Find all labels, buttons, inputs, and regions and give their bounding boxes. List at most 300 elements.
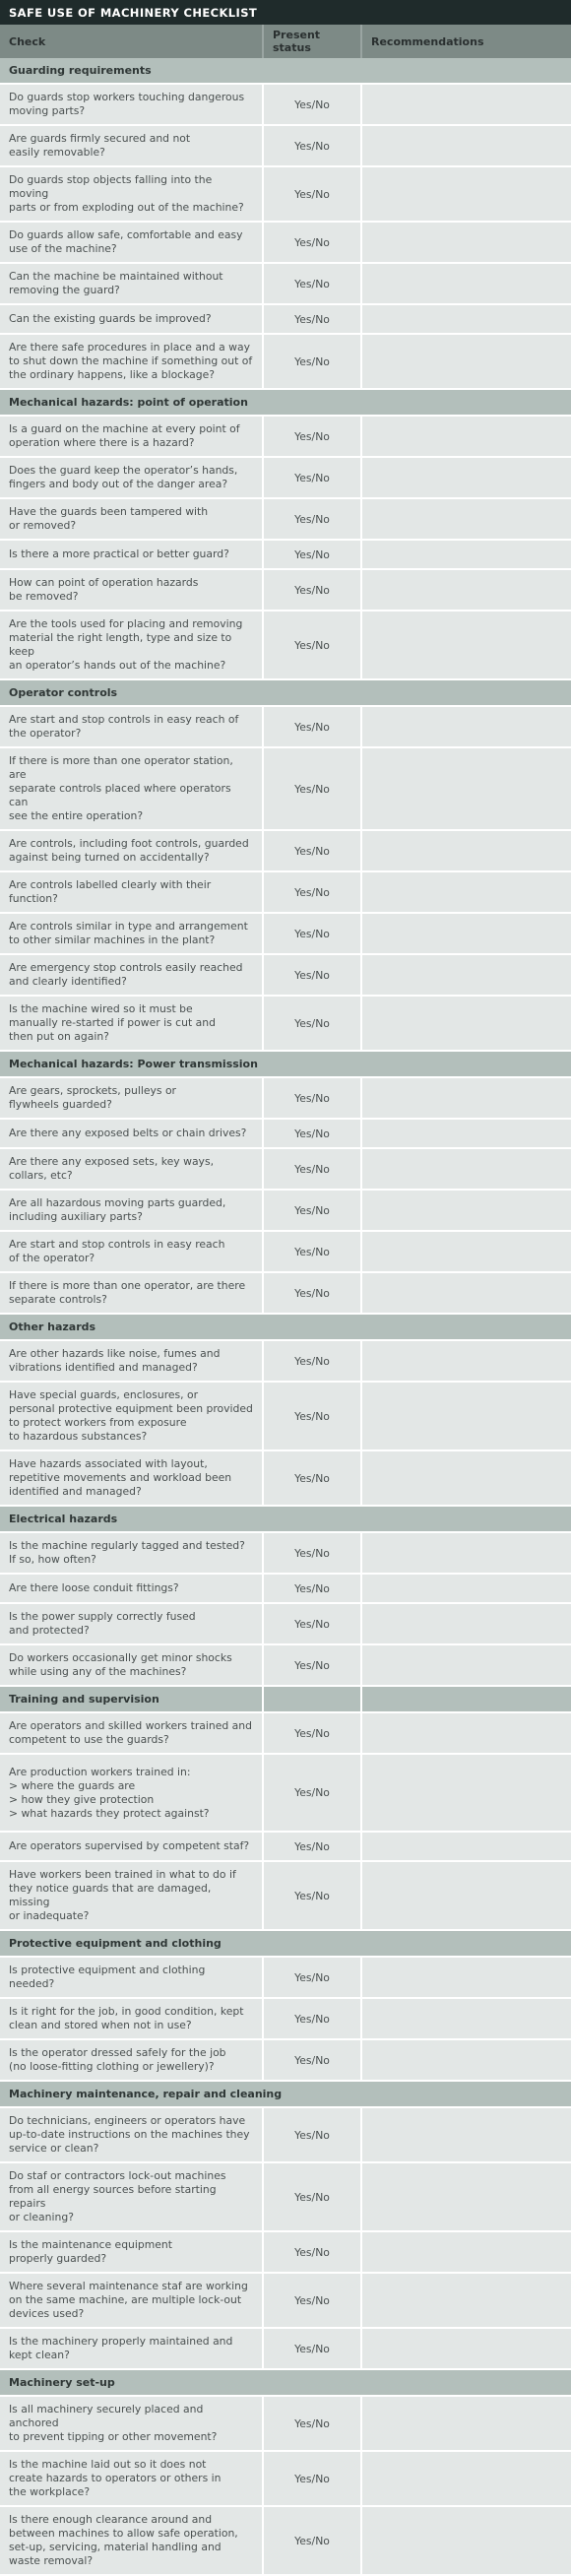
- section-filler: [361, 1686, 571, 1712]
- question-line: kept clean?: [9, 2349, 70, 2361]
- question-line: Do technicians, engineers or operators have: [9, 2114, 246, 2127]
- check-question: [0, 1119, 263, 1148]
- present-status-cell[interactable]: Yes/No: [263, 1077, 361, 1119]
- question-line: Are operators supervised by competent staf?: [9, 1839, 250, 1852]
- question-line: Can the machine be maintained without: [9, 270, 223, 283]
- check-question: [0, 166, 263, 222]
- present-status-cell[interactable]: Yes/No: [263, 747, 361, 830]
- question-line: Are there loose conduit fittings?: [9, 1581, 179, 1594]
- check-question: [0, 1832, 263, 1861]
- question-line: removing the guard?: [9, 284, 120, 296]
- question-line: personal protective equipment been provided: [9, 1402, 253, 1415]
- question-line: Are the tools used for placing and removing: [9, 617, 243, 630]
- table-row: [0, 871, 571, 913]
- recommendations-cell[interactable]: [361, 1119, 571, 1148]
- question-line: and protected?: [9, 1624, 90, 1637]
- section-header-row: [0, 1051, 571, 1077]
- present-status-cell[interactable]: Yes/No: [263, 1998, 361, 2039]
- section-title: Guarding requirements: [0, 58, 571, 84]
- question-line: including auxiliary parts?: [9, 1210, 143, 1223]
- recommendations-cell[interactable]: [361, 2506, 571, 2575]
- present-status-cell[interactable]: Yes/No: [263, 1272, 361, 1314]
- present-status-cell[interactable]: Yes/No: [263, 84, 361, 125]
- section-title: Operator controls: [0, 679, 571, 706]
- present-status-cell[interactable]: Yes/No: [263, 611, 361, 679]
- question-line: Are start and stop controls in easy reach: [9, 1238, 225, 1251]
- question-line: to prevent tipping or other movement?: [9, 2430, 218, 2443]
- question-line: Is protective equipment and clothing needed?: [9, 1964, 206, 1990]
- table-row: [0, 1148, 571, 1190]
- present-status-cell[interactable]: Yes/No: [263, 166, 361, 222]
- recommendations-cell[interactable]: [361, 540, 571, 569]
- table-row: [0, 611, 571, 679]
- recommendations-cell[interactable]: [361, 913, 571, 954]
- section-header-row: [0, 679, 571, 706]
- check-question: [0, 569, 263, 611]
- check-question: [0, 1190, 263, 1231]
- question-line: Do guards stop objects falling into the moving: [9, 173, 213, 200]
- question-line: Are operators and skilled workers trained and: [9, 1719, 252, 1732]
- check-question: [0, 954, 263, 996]
- present-status-cell[interactable]: Yes/No: [263, 2273, 361, 2328]
- question-line: Do guards stop workers touching dangerous: [9, 91, 245, 103]
- present-status-cell[interactable]: Yes/No: [263, 996, 361, 1051]
- question-line: an operator’s hands out of the machine?: [9, 659, 226, 672]
- table-row: [0, 125, 571, 166]
- recommendations-cell[interactable]: [361, 166, 571, 222]
- question-line: the workplace?: [9, 2485, 91, 2498]
- checklist-table: [0, 25, 571, 2576]
- present-status-cell[interactable]: Yes/No: [263, 1957, 361, 1998]
- table-row: [0, 830, 571, 871]
- question-line: competent to use the guards?: [9, 1733, 169, 1746]
- present-status-cell[interactable]: Yes/No: [263, 913, 361, 954]
- question-line: material the right length, type and size to keep: [9, 631, 232, 658]
- recommendations-cell[interactable]: [361, 1450, 571, 1506]
- check-question: [0, 871, 263, 913]
- check-question: [0, 830, 263, 871]
- check-question: [0, 1754, 263, 1832]
- question-line: Are production workers trained in:: [9, 1765, 191, 1778]
- recommendations-cell[interactable]: [361, 1532, 571, 1574]
- present-status-cell[interactable]: Yes/No: [263, 2162, 361, 2231]
- present-status-cell[interactable]: Yes/No: [263, 2328, 361, 2369]
- check-question: [0, 498, 263, 540]
- present-status-cell[interactable]: Yes/No: [263, 263, 361, 304]
- check-question: [0, 1603, 263, 1644]
- present-status-cell[interactable]: Yes/No: [263, 1603, 361, 1644]
- recommendations-cell[interactable]: [361, 457, 571, 498]
- header-present-status: Present status: [263, 25, 361, 58]
- recommendations-cell[interactable]: [361, 1754, 571, 1832]
- check-question: [0, 2396, 263, 2451]
- question-line: separate controls placed where operators can: [9, 782, 231, 808]
- present-status-cell[interactable]: Yes/No: [263, 1148, 361, 1190]
- question-line: repetitive movements and workload been: [9, 1471, 232, 1484]
- recommendations-cell[interactable]: [361, 569, 571, 611]
- question-line: (no loose-fitting clothing or jewellery)?: [9, 2060, 215, 2073]
- question-line: or inadequate?: [9, 1909, 90, 1922]
- question-line: up-to-date instructions on the machines they: [9, 2128, 250, 2141]
- table-row: [0, 1450, 571, 1506]
- question-line: collars, etc?: [9, 1169, 73, 1182]
- question-line: to shut down the machine if something out of: [9, 354, 253, 367]
- present-status-cell[interactable]: Yes/No: [263, 871, 361, 913]
- question-line: If there is more than one operator station, are: [9, 754, 233, 781]
- question-line: Are there any exposed belts or chain drives?: [9, 1127, 247, 1139]
- table-row: [0, 747, 571, 830]
- question-line: Have the guards been tampered with: [9, 505, 209, 518]
- present-status-cell[interactable]: Yes/No: [263, 2451, 361, 2506]
- recommendations-cell[interactable]: [361, 2039, 571, 2081]
- recommendations-cell[interactable]: [361, 1272, 571, 1314]
- header-check: Check: [0, 25, 263, 58]
- recommendations-cell[interactable]: [361, 830, 571, 871]
- table-row: [0, 540, 571, 569]
- recommendations-cell[interactable]: [361, 1861, 571, 1930]
- question-line: Have hazards associated with layout,: [9, 1457, 208, 1470]
- question-line: between machines to allow safe operation,: [9, 2527, 238, 2540]
- check-question: [0, 334, 263, 389]
- present-status-cell[interactable]: Yes/No: [263, 706, 361, 747]
- question-line: of the operator?: [9, 1252, 95, 1264]
- table-row: [0, 498, 571, 540]
- recommendations-cell[interactable]: [361, 1712, 571, 1754]
- question-line: waste removal?: [9, 2554, 94, 2567]
- check-question: [0, 1644, 263, 1686]
- recommendations-cell[interactable]: [361, 747, 571, 830]
- table-row: [0, 2506, 571, 2575]
- present-status-cell[interactable]: Yes/No: [263, 1574, 361, 1603]
- question-line: clean and stored when not in use?: [9, 2019, 192, 2031]
- table-row: [0, 2451, 571, 2506]
- check-question: [0, 1957, 263, 1998]
- check-question: [0, 416, 263, 457]
- question-line: while using any of the machines?: [9, 1665, 187, 1678]
- present-status-cell[interactable]: Yes/No: [263, 954, 361, 996]
- table-row: [0, 2328, 571, 2369]
- table-row: [0, 1861, 571, 1930]
- checklist-body: [0, 58, 571, 2575]
- present-status-cell[interactable]: Yes/No: [263, 334, 361, 389]
- recommendations-cell[interactable]: [361, 1077, 571, 1119]
- recommendations-cell[interactable]: [361, 2396, 571, 2451]
- present-status-cell[interactable]: Yes/No: [263, 1861, 361, 1930]
- present-status-cell[interactable]: Yes/No: [263, 1382, 361, 1450]
- recommendations-cell[interactable]: [361, 611, 571, 679]
- question-line: Are other hazards like noise, fumes and: [9, 1347, 221, 1360]
- table-row: [0, 1190, 571, 1231]
- question-line: Are there any exposed sets, key ways,: [9, 1155, 215, 1168]
- table-row: [0, 416, 571, 457]
- question-line: moving parts?: [9, 104, 86, 117]
- check-question: [0, 2039, 263, 2081]
- question-line: Are controls labelled clearly with their function?: [9, 878, 212, 905]
- present-status-cell[interactable]: Yes/No: [263, 416, 361, 457]
- present-status-cell[interactable]: Yes/No: [263, 540, 361, 569]
- question-line: Do workers occasionally get minor shocks: [9, 1651, 232, 1664]
- header-recommendations: Recommendations: [361, 25, 571, 58]
- section-title: Training and supervision: [0, 1686, 263, 1712]
- present-status-cell[interactable]: Yes/No: [263, 2506, 361, 2575]
- section-header-row: [0, 1930, 571, 1957]
- check-question: [0, 540, 263, 569]
- section-header-row: [0, 2081, 571, 2107]
- recommendations-cell[interactable]: [361, 1644, 571, 1686]
- recommendations-cell[interactable]: [361, 222, 571, 263]
- question-line: to hazardous substances?: [9, 1430, 148, 1443]
- question-line: Is all machinery securely placed and anchored: [9, 2403, 204, 2429]
- table-row: [0, 1231, 571, 1272]
- table-row: [0, 1077, 571, 1119]
- table-row: [0, 1754, 571, 1832]
- recommendations-cell[interactable]: [361, 1148, 571, 1190]
- question-line: Are all hazardous moving parts guarded,: [9, 1196, 226, 1209]
- recommendations-cell[interactable]: [361, 263, 571, 304]
- present-status-cell[interactable]: Yes/No: [263, 2039, 361, 2081]
- recommendations-cell[interactable]: [361, 871, 571, 913]
- recommendations-cell[interactable]: [361, 304, 571, 334]
- present-status-cell[interactable]: Yes/No: [263, 2107, 361, 2162]
- recommendations-cell[interactable]: [361, 1957, 571, 1998]
- recommendations-cell[interactable]: [361, 2273, 571, 2328]
- table-row: [0, 996, 571, 1051]
- present-status-cell[interactable]: Yes/No: [263, 125, 361, 166]
- question-line: Are there safe procedures in place and a way: [9, 341, 250, 354]
- question-line: How can point of operation hazards: [9, 576, 199, 589]
- question-line: Is the maintenance equipment: [9, 2238, 172, 2251]
- check-question: [0, 1231, 263, 1272]
- section-title: Machinery set-up: [0, 2369, 571, 2396]
- check-question: [0, 706, 263, 747]
- table-row: [0, 2273, 571, 2328]
- question-line: Where several maintenance staf are working: [9, 2280, 248, 2292]
- recommendations-cell[interactable]: [361, 416, 571, 457]
- question-line: to protect workers from exposure: [9, 1416, 187, 1429]
- present-status-cell[interactable]: Yes/No: [263, 457, 361, 498]
- check-question: [0, 2273, 263, 2328]
- table-row: [0, 1382, 571, 1450]
- question-line: If so, how often?: [9, 1553, 96, 1566]
- question-line: Is the machinery properly maintained and: [9, 2335, 233, 2348]
- question-line: Is the machine wired so it must be: [9, 1002, 193, 1015]
- question-line: create hazards to operators or others in: [9, 2472, 222, 2484]
- section-header-row: [0, 58, 571, 84]
- question-line: on the same machine, are multiple lock-out: [9, 2293, 242, 2306]
- table-row: [0, 166, 571, 222]
- recommendations-cell[interactable]: [361, 1190, 571, 1231]
- recommendations-cell[interactable]: [361, 2162, 571, 2231]
- present-status-cell[interactable]: Yes/No: [263, 304, 361, 334]
- question-line: they notice guards that are damaged, missing: [9, 1882, 212, 1908]
- question-line: manually re-started if power is cut and: [9, 1016, 216, 1029]
- check-question: [0, 1077, 263, 1119]
- table-row: [0, 1340, 571, 1382]
- check-question: [0, 747, 263, 830]
- question-line: > where the guards are: [9, 1778, 136, 1792]
- present-status-cell[interactable]: Yes/No: [263, 1712, 361, 1754]
- question-line: easily removable?: [9, 146, 105, 159]
- present-status-cell[interactable]: Yes/No: [263, 1644, 361, 1686]
- question-line: devices used?: [9, 2307, 85, 2320]
- table-header-row: [0, 25, 571, 58]
- check-question: [0, 1148, 263, 1190]
- check-question: [0, 2231, 263, 2273]
- check-question: [0, 222, 263, 263]
- recommendations-cell[interactable]: [361, 125, 571, 166]
- question-line: Is it right for the job, in good condition, kept: [9, 2005, 244, 2018]
- present-status-cell[interactable]: Yes/No: [263, 1450, 361, 1506]
- question-line: Is there a more practical or better guard?: [9, 547, 229, 560]
- question-line: then put on again?: [9, 1030, 109, 1043]
- present-status-cell[interactable]: Yes/No: [263, 2396, 361, 2451]
- question-line: Have special guards, enclosures, or: [9, 1388, 199, 1401]
- table-row: [0, 457, 571, 498]
- question-line: Is there enough clearance around and: [9, 2513, 213, 2526]
- question-line: service or clean?: [9, 2142, 99, 2155]
- question-line: Do guards allow safe, comfortable and easy: [9, 228, 243, 241]
- check-question: [0, 1861, 263, 1930]
- question-line: Is the machine regularly tagged and tested?: [9, 1539, 245, 1552]
- section-header-row: [0, 389, 571, 416]
- recommendations-cell[interactable]: [361, 1382, 571, 1450]
- table-row: [0, 263, 571, 304]
- present-status-cell[interactable]: Yes/No: [263, 1832, 361, 1861]
- present-status-cell[interactable]: Yes/No: [263, 1190, 361, 1231]
- present-status-cell[interactable]: Yes/No: [263, 1754, 361, 1832]
- check-question: [0, 1340, 263, 1382]
- present-status-cell[interactable]: Yes/No: [263, 569, 361, 611]
- present-status-cell[interactable]: Yes/No: [263, 222, 361, 263]
- recommendations-cell[interactable]: [361, 1231, 571, 1272]
- table-row: [0, 569, 571, 611]
- table-row: [0, 1832, 571, 1861]
- recommendations-cell[interactable]: [361, 1574, 571, 1603]
- table-row: [0, 2107, 571, 2162]
- question-line: to other similar machines in the plant?: [9, 934, 216, 946]
- question-line: Can the existing guards be improved?: [9, 312, 212, 325]
- question-line: be removed?: [9, 590, 79, 603]
- checklist-title: SAFE USE OF MACHINERY CHECKLIST: [0, 0, 571, 25]
- recommendations-cell[interactable]: [361, 2328, 571, 2369]
- present-status-cell[interactable]: Yes/No: [263, 2231, 361, 2273]
- section-header-row: [0, 2369, 571, 2396]
- table-row: [0, 1998, 571, 2039]
- recommendations-cell[interactable]: [361, 1832, 571, 1861]
- table-row: [0, 1957, 571, 1998]
- section-header-row: [0, 1314, 571, 1340]
- recommendations-cell[interactable]: [361, 2451, 571, 2506]
- present-status-cell[interactable]: Yes/No: [263, 1119, 361, 1148]
- table-row: [0, 1272, 571, 1314]
- recommendations-cell[interactable]: [361, 84, 571, 125]
- section-title: Mechanical hazards: Power transmission: [0, 1051, 571, 1077]
- check-question: [0, 1574, 263, 1603]
- question-line: operation where there is a hazard?: [9, 436, 195, 449]
- question-line: Is the power supply correctly fused: [9, 1610, 196, 1623]
- check-question: [0, 125, 263, 166]
- table-row: [0, 1644, 571, 1686]
- present-status-cell[interactable]: Yes/No: [263, 1340, 361, 1382]
- check-question: [0, 996, 263, 1051]
- check-question: [0, 84, 263, 125]
- section-header-row: [0, 1506, 571, 1532]
- recommendations-cell[interactable]: [361, 2231, 571, 2273]
- question-line: Are start and stop controls in easy reach of: [9, 713, 239, 726]
- section-title: Mechanical hazards: point of operation: [0, 389, 571, 416]
- section-title: Protective equipment and clothing: [0, 1930, 571, 1957]
- question-line: Are guards firmly secured and not: [9, 132, 191, 145]
- recommendations-cell[interactable]: [361, 1998, 571, 2039]
- section-header-row: [0, 1686, 571, 1712]
- table-row: [0, 1574, 571, 1603]
- question-line: the operator?: [9, 727, 82, 740]
- table-row: [0, 84, 571, 125]
- recommendations-cell[interactable]: [361, 996, 571, 1051]
- question-line: Have workers been trained in what to do if: [9, 1868, 236, 1881]
- recommendations-cell[interactable]: [361, 498, 571, 540]
- recommendations-cell[interactable]: [361, 954, 571, 996]
- question-line: parts or from exploding out of the machine?: [9, 201, 244, 214]
- question-line: set-up, servicing, material handling and: [9, 2541, 222, 2553]
- check-question: [0, 1998, 263, 2039]
- question-line: from all energy sources before starting repairs: [9, 2183, 217, 2210]
- recommendations-cell[interactable]: [361, 2107, 571, 2162]
- question-line: against being turned on accidentally?: [9, 851, 210, 864]
- check-question: [0, 1272, 263, 1314]
- check-question: [0, 2451, 263, 2506]
- present-status-cell[interactable]: Yes/No: [263, 498, 361, 540]
- section-title: Other hazards: [0, 1314, 571, 1340]
- question-line: identified and managed?: [9, 1485, 142, 1498]
- table-row: [0, 1603, 571, 1644]
- present-status-cell[interactable]: Yes/No: [263, 1532, 361, 1574]
- question-line: vibrations identified and managed?: [9, 1361, 198, 1374]
- table-row: [0, 913, 571, 954]
- recommendations-cell[interactable]: [361, 1340, 571, 1382]
- table-row: [0, 2396, 571, 2451]
- check-question: [0, 913, 263, 954]
- check-question: [0, 1450, 263, 1506]
- question-line: Is a guard on the machine at every point of: [9, 422, 240, 435]
- question-line: > how they give protection: [9, 1792, 155, 1806]
- check-question: [0, 611, 263, 679]
- table-row: [0, 2039, 571, 2081]
- question-line: properly guarded?: [9, 2252, 107, 2265]
- question-line: Are controls, including foot controls, guarded: [9, 837, 249, 850]
- table-row: [0, 1712, 571, 1754]
- present-status-cell[interactable]: Yes/No: [263, 830, 361, 871]
- recommendations-cell[interactable]: [361, 1603, 571, 1644]
- question-line: fingers and body out of the danger area?: [9, 478, 228, 490]
- check-question: [0, 304, 263, 334]
- check-question: [0, 457, 263, 498]
- section-filler: [263, 1686, 361, 1712]
- check-question: [0, 2506, 263, 2575]
- present-status-cell[interactable]: Yes/No: [263, 1231, 361, 1272]
- question-line: and clearly identified?: [9, 975, 127, 988]
- question-line: Do staf or contractors lock-out machines: [9, 2169, 226, 2182]
- table-row: [0, 954, 571, 996]
- question-line: use of the machine?: [9, 242, 117, 255]
- question-line: If there is more than one operator, are there: [9, 1279, 246, 1292]
- recommendations-cell[interactable]: [361, 334, 571, 389]
- check-question: [0, 2162, 263, 2231]
- question-line: separate controls?: [9, 1293, 107, 1306]
- table-row: [0, 706, 571, 747]
- recommendations-cell[interactable]: [361, 706, 571, 747]
- table-row: [0, 2231, 571, 2273]
